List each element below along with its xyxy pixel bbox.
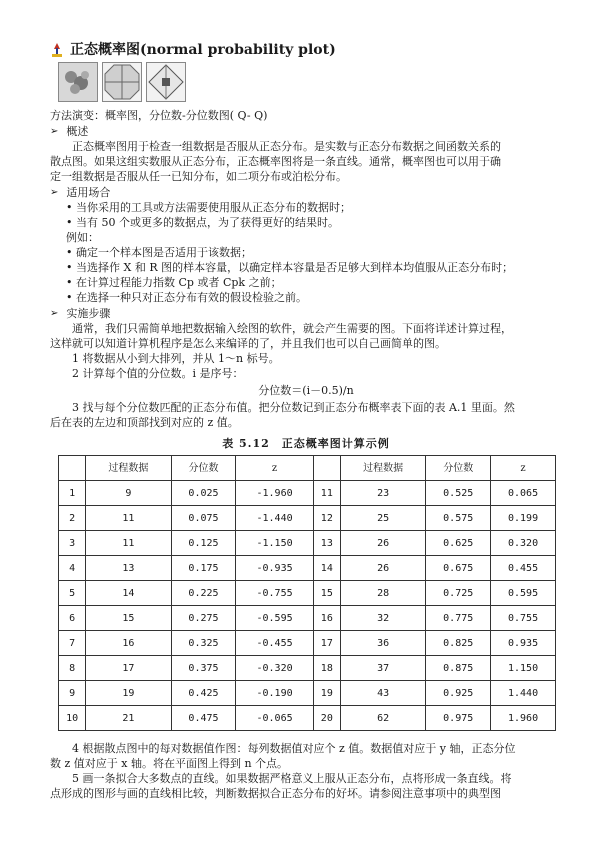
table-cell: 18 [313,656,340,681]
page-title: 正态概率图(normal probability plot) [70,41,336,58]
table-row [59,506,556,531]
table-cell: 0.320 [491,531,556,556]
table-cell: 11 [86,506,171,531]
table-wrap [58,455,556,731]
overview-line: 散点图。如果这组实数服从正态分布，正态概率图将是一条直线。通常，概率图也可以用于确 [50,155,501,168]
table-cell: 0.925 [426,681,491,706]
table-cell: 0.275 [171,606,236,631]
table-header-cell: 分位数 [171,456,236,481]
table-header-cell: 过程数据 [340,456,425,481]
usage-bullet: • 当有 50 个或更多的数据点，为了获得更好的结果时。 [66,216,339,229]
table-cell: 0.575 [426,506,491,531]
table-header-cell: z [236,456,313,481]
step-3-line: 后在表的左边和顶部找到对应的 z 值。 [50,416,239,429]
table-cell: 4 [59,556,86,581]
table-cell: 0.875 [426,656,491,681]
table-cell: 0.825 [426,631,491,656]
table-header-cell [313,456,340,481]
table-cell: -0.595 [236,606,313,631]
table-cell: 32 [340,606,425,631]
table-cell: 0.025 [171,481,236,506]
table-cell: 9 [86,481,171,506]
arrow-bullet-icon: ➢ [50,187,59,198]
table-row [59,656,556,681]
table-cell: 17 [86,656,171,681]
section-steps-heading: ➢ 实施步骤 [50,307,111,320]
example-bullet: • 在选择一种只对正态分布有效的假设检验之前。 [66,291,307,304]
example-bullet: • 当选择作 X 和 R 图的样本容量，以确定样本容量是否足够大到样本均值服从正态分布时； [66,261,514,274]
normal-probability-table [58,455,556,731]
table-cell: -0.190 [236,681,313,706]
step-2: 2 计算每个值的分位数。i 是序号： [72,367,244,380]
table-row [59,581,556,606]
document-page [50,42,562,801]
steps-line: 通常，我们只需简单地把数据输入绘图的软件，就会产生需要的图。下面将详述计算过程， [72,322,512,335]
table-cell: 62 [340,706,425,731]
overview-line: 正态概率图用于检查一组数据是否服从正态分布。是实数与正态分布数据之间函数关系的 [72,140,501,153]
table-cell: 3 [59,531,86,556]
table-cell: 36 [340,631,425,656]
table-cell: 26 [340,531,425,556]
table-cell: 0.755 [491,606,556,631]
octagon-thumbnail-icon [102,62,142,102]
table-cell: 19 [313,681,340,706]
table-row [59,706,556,731]
table-header-cell [59,456,86,481]
table-cell: 0.199 [491,506,556,531]
step-3-line: 3 找与每个分位数匹配的正态分布值。把分位数记到正态分布概率表下面的表 A.1 里面。然 [72,401,515,414]
step-4-line: 4 根据散点图中的每对数据值作图：每列数据值对应个 z 值。数据值对应于 y 轴，正态分位 [72,742,516,755]
example-bullet: • 确定一个样本图是否适用于该数据； [66,246,252,259]
table-cell: 26 [340,556,425,581]
example-label: 例如： [66,231,99,244]
table-cell: 0.595 [491,581,556,606]
table-cell: 21 [86,706,171,731]
scatter-thumbnail-icon [58,62,98,102]
table-cell: 14 [86,581,171,606]
table-cell: 15 [86,606,171,631]
table-cell: 0.225 [171,581,236,606]
table-header-cell: 分位数 [426,456,491,481]
table-cell: 17 [313,631,340,656]
step-4-line: 数 z 值对应于 x 轴。将在平面图上得到 n 个点。 [50,757,289,770]
pin-icon [50,42,64,58]
after-table-text [50,741,562,801]
table-cell: 13 [313,531,340,556]
table-cell: 10 [59,706,86,731]
table-cell: -0.755 [236,581,313,606]
table-cell: 0.375 [171,656,236,681]
table-cell: 0.065 [491,481,556,506]
table-cell: -0.065 [236,706,313,731]
table-cell: 0.625 [426,531,491,556]
arrow-bullet-icon: ➢ [50,126,59,137]
table-cell: 16 [86,631,171,656]
table-cell: -1.960 [236,481,313,506]
intro-text: 方法演变：概率图，分位数-分位数图( Q- Q) [50,109,268,122]
table-cell: 1.440 [491,681,556,706]
table-cell: -1.440 [236,506,313,531]
table-cell: 14 [313,556,340,581]
table-cell: 0.325 [171,631,236,656]
table-cell: 19 [86,681,171,706]
table-cell: 23 [340,481,425,506]
table-header-row [59,456,556,481]
table-cell: 5 [59,581,86,606]
usage-bullet: • 当你采用的工具或方法需要使用服从正态分布的数据时； [66,201,351,214]
table-cell: 1.150 [491,656,556,681]
steps-line: 这样就可以知道计算机程序是怎么来编译的了，并且我们也可以自己画简单的图。 [50,337,446,350]
table-cell: 1 [59,481,86,506]
arrow-bullet-icon: ➢ [50,308,59,319]
table-cell: 43 [340,681,425,706]
table-cell: -1.150 [236,531,313,556]
table-row [59,606,556,631]
table-cell: 25 [340,506,425,531]
table-row [59,631,556,656]
table-cell: 0.725 [426,581,491,606]
table-caption: 表 5.12 正态概率图计算示例 [222,437,390,450]
table-header-cell: z [491,456,556,481]
table-cell: 15 [313,581,340,606]
table-cell: 0.935 [491,631,556,656]
thumbnail-strip [58,62,562,102]
table-cell: 12 [313,506,340,531]
table-header-cell: 过程数据 [86,456,171,481]
table-cell: 0.125 [171,531,236,556]
table-row [59,556,556,581]
table-cell: 28 [340,581,425,606]
step-1: 1 将数据从小到大排列，并从 1～n 标号。 [72,352,280,365]
table-cell: -0.935 [236,556,313,581]
table-cell: 0.975 [426,706,491,731]
table-cell: -0.320 [236,656,313,681]
step-5-line: 点形成的图形与画的直线相比较，判断数据拟合正态分布的好坏。请参阅注意事项中的典型图 [50,787,501,800]
overview-line: 定一组数据是否服从任一已知分布，如二项分布或泊松分布。 [50,170,347,183]
table-cell: 0.455 [491,556,556,581]
title-row [50,42,562,58]
table-cell: 0.775 [426,606,491,631]
table-row [59,681,556,706]
diamond-thumbnail-icon [146,62,186,102]
table-cell: 11 [86,531,171,556]
table-row [59,531,556,556]
table-cell: 11 [313,481,340,506]
table-cell: 9 [59,681,86,706]
step-5-line: 5 画一条拟合大多数点的直线。如果数据严格意义上服从正态分布，点将形成一条直线。将 [72,772,512,785]
example-bullet: • 在计算过程能力指数 Cp 或者 Cpk 之前； [66,276,282,289]
table-cell: 7 [59,631,86,656]
section-overview-heading: ➢ 概述 [50,125,89,138]
table-cell: 6 [59,606,86,631]
quantile-formula: 分位数＝(i－0.5)/n [258,384,354,397]
table-cell: 1.960 [491,706,556,731]
table-cell: 37 [340,656,425,681]
table-cell: -0.455 [236,631,313,656]
table-cell: 2 [59,506,86,531]
table-cell: 8 [59,656,86,681]
table-cell: 0.425 [171,681,236,706]
table-cell: 0.525 [426,481,491,506]
table-cell: 13 [86,556,171,581]
table-cell: 0.475 [171,706,236,731]
table-cell: 0.075 [171,506,236,531]
section-usage-heading: ➢ 适用场合 [50,186,111,199]
table-row [59,481,556,506]
table-cell: 20 [313,706,340,731]
table-cell: 16 [313,606,340,631]
table-cell: 0.675 [426,556,491,581]
table-cell: 0.175 [171,556,236,581]
